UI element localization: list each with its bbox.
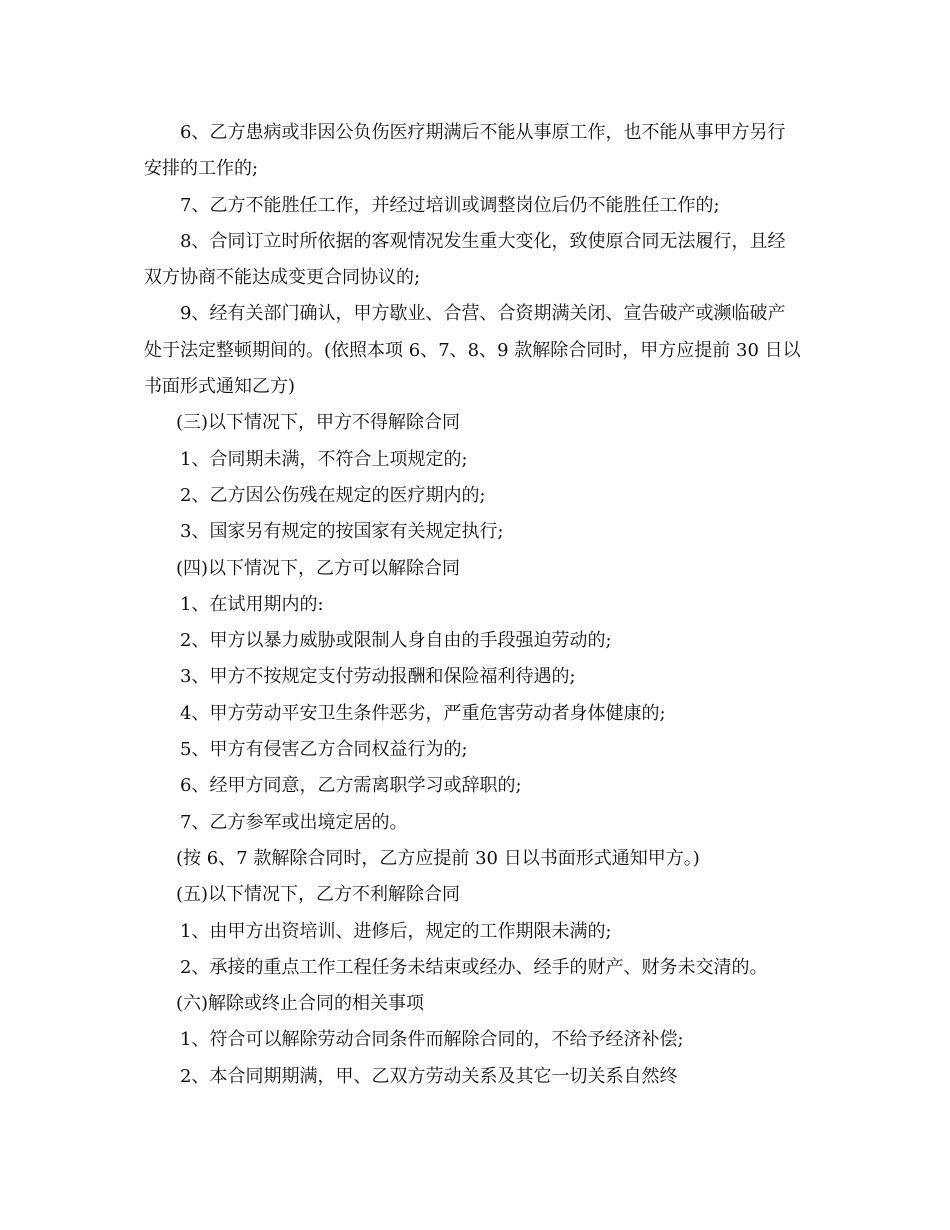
text-line: 2、甲方以暴力威胁或限制人身自由的手段强迫劳动的; [180,630,612,652]
text-line: 2、本合同期期满，甲、乙双方劳动关系及其它一切关系自然终 [180,1065,678,1087]
text-line: 2、承接的重点工作工程任务未结束或经办、经手的财产、财务未交清的。 [180,956,768,978]
list-item [144,478,816,514]
clause-9-paragraph [144,296,816,405]
text-line: 双方协商不能达成变更合同协议的; [144,267,421,289]
text-line: 2、乙方因公伤残在规定的医疗期内的; [180,484,486,506]
text-line: 1、符合可以解除劳动合同条件而解除合同的，不给予经济补偿; [180,1029,684,1051]
text-line: 5、甲方有侵害乙方合同权益行为的; [180,739,468,761]
note-paragraph [144,841,816,877]
text-line: 6、乙方患病或非因公负伤医疗期满后不能从事原工作，也不能从事甲方另行 [180,122,786,143]
section-3-heading [144,405,816,441]
text-line: 处于法定整顿期间的。(依照本项 6、7、8、9 款解除合同时，甲方应提前 30 日以 [144,339,801,361]
text-line: (按 6、7 款解除合同时，乙方应提前 30 日以书面形式通知甲方。) [176,847,700,869]
list-item [144,732,816,768]
text-line: (六)解除或终止合同的相关事项 [176,993,425,1015]
text-line: 8、合同订立时所依据的客观情况发生重大变化，致使原合同无法履行，且经 [180,230,786,252]
text-line: 3、国家另有规定的按国家有关规定执行; [180,521,504,543]
list-item [144,1059,816,1095]
text-line: 书面形式通知乙方) [144,376,296,398]
list-item [144,623,816,659]
text-line: 1、合同期未满，不符合上项规定的; [180,448,468,470]
text-line: (五)以下情况下，乙方不利解除合同 [176,884,461,906]
clause-7-paragraph [144,188,816,224]
list-item [144,659,816,695]
list-item [144,514,816,550]
list-item [144,587,816,623]
text-line: 1、在试用期内的: [180,593,324,615]
text-line: 4、甲方劳动平安卫生条件恶劣，严重危害劳动者身体健康的; [180,702,666,724]
text-line: (四)以下情况下，乙方可以解除合同 [176,557,461,579]
text-line: 9、经有关部门确认，甲方歇业、合营、合资期满关闭、宣告破产或濒临破产 [180,303,786,325]
list-item [144,805,816,841]
clause-8-paragraph [144,224,816,297]
clause-6-paragraph [144,115,816,188]
text-line: 1、由甲方出资培训、进修后，规定的工作期限未满的; [180,920,612,942]
list-item [144,914,816,950]
list-item [144,950,816,986]
text-line: 7、乙方参军或出境定居的。 [180,811,408,833]
text-line: 3、甲方不按规定支付劳动报酬和保险福利待遇的; [180,666,576,688]
section-4-heading [144,551,816,587]
text-line: (三)以下情况下，甲方不得解除合同 [176,412,461,434]
text-line: 6、经甲方同意，乙方需离职学习或辞职的; [180,775,522,797]
document-body [144,115,816,1095]
text-line: 安排的工作的; [144,158,259,180]
list-item [144,768,816,804]
section-6-heading [144,986,816,1022]
text-line: 7、乙方不能胜任工作，并经过培训或调整岗位后仍不能胜任工作的; [180,194,720,216]
list-item [144,442,816,478]
section-5-heading [144,877,816,913]
list-item [144,1022,816,1058]
list-item [144,696,816,732]
